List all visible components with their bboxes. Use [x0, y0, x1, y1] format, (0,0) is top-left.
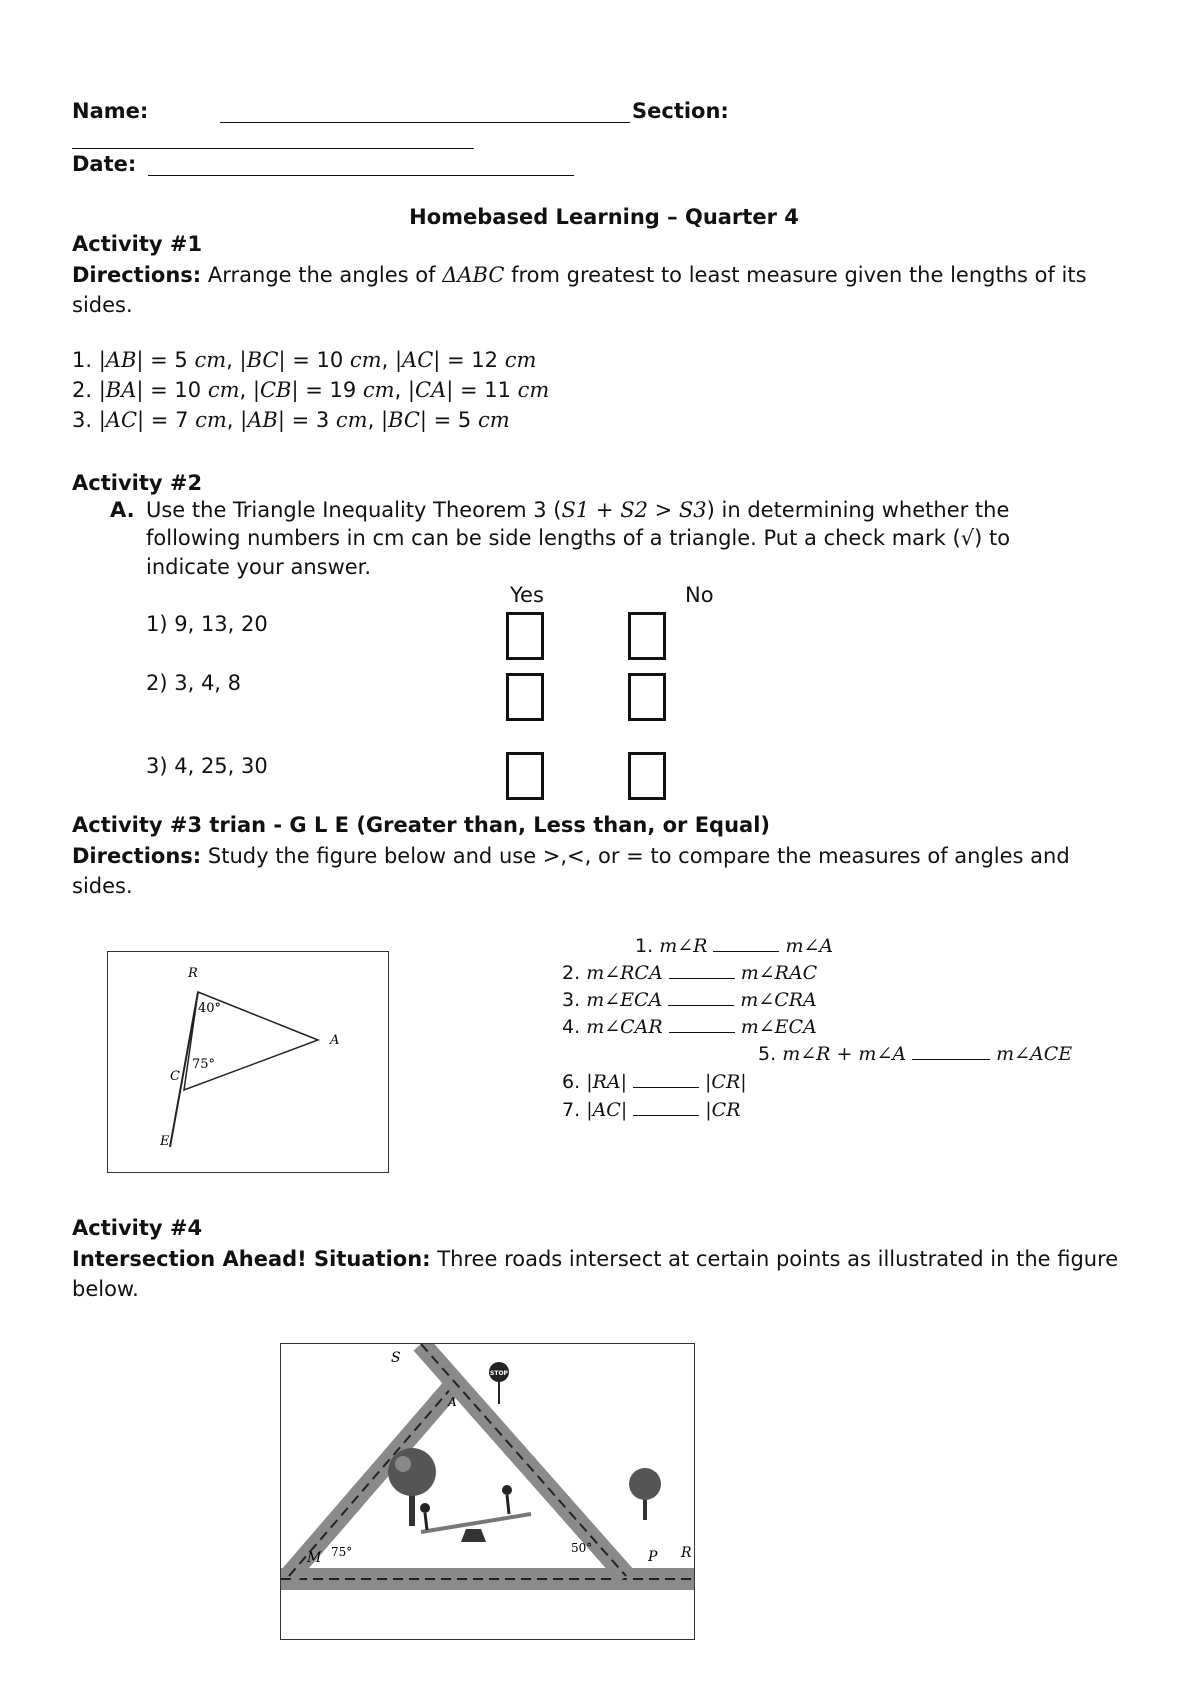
name-label: Name: [72, 99, 149, 123]
vertex-c: C [170, 1069, 180, 1084]
activity3-item: 3. m∠ECA m∠CRA [562, 989, 817, 1011]
activity1-directions: Directions: Arrange the angles of ΔABC from greatest to least measure given the lengths of its sides. [72, 263, 1087, 317]
date-label: Date: [72, 152, 137, 176]
name-blank[interactable] [220, 122, 630, 123]
activity4-situation: Intersection Ahead! Situation: Three roads intersect at certain points as illustrated in the figure below. [72, 1247, 1119, 1301]
activity2-text-line1: Use the Triangle Inequality Theorem 3 (S1 + S2 > S3) in determining whether the [146, 498, 1010, 522]
activity3-item: 6. |RA| |CR| [562, 1071, 747, 1093]
activity3-heading: Activity #3 trian - G L E (Greater than, Less than, or Equal) [72, 813, 771, 837]
activity3-directions: Directions: Study the figure below and use >,<, or = to compare the measures of angles and sides. [72, 844, 1070, 898]
no-column-label: No [685, 583, 714, 607]
roads-diagram [281, 1344, 694, 1639]
activity3-item: 4. m∠CAR m∠ECA [562, 1016, 817, 1038]
tree-icon [388, 1448, 436, 1496]
inequality-formula: S1 + S2 > S3 [561, 498, 707, 522]
vertex-a: A [330, 1033, 340, 1048]
activity2-heading: Activity #2 [72, 471, 203, 495]
stop-sign-text: STOP [490, 1370, 508, 1377]
answer-blank[interactable] [713, 951, 779, 952]
page-title: Homebased Learning – Quarter 4 [409, 205, 799, 229]
angle-c-label: 75° [192, 1057, 216, 1072]
activity2-text-line3: indicate your answer. [146, 555, 372, 579]
no-checkbox-2[interactable] [628, 673, 666, 721]
answer-blank[interactable] [669, 1032, 735, 1033]
activity4-situation-label: Intersection Ahead! Situation: [72, 1247, 431, 1271]
triangle-symbol: ΔABC [442, 263, 505, 287]
activity1-item: 1. |AB| = 5 cm, |BC| = 10 cm, |AC| = 12 cm [72, 348, 537, 372]
activity2-text-line2: following numbers in cm can be side lengths of a triangle. Put a check mark (√) to [146, 526, 1011, 550]
activity3-item: 5. m∠R + m∠A m∠ACE [758, 1043, 1073, 1065]
no-checkbox-3[interactable] [628, 752, 666, 800]
point-m: M [307, 1550, 322, 1566]
yes-column-label: Yes [510, 583, 544, 607]
answer-blank[interactable] [633, 1087, 699, 1088]
no-checkbox-1[interactable] [628, 612, 666, 660]
yes-checkbox-1[interactable] [506, 612, 544, 660]
intersection-figure [280, 1343, 695, 1640]
triangle-rac-diagram [108, 952, 388, 1172]
point-p: P [648, 1549, 658, 1565]
activity3-item: 1. m∠R m∠A [635, 935, 834, 957]
yes-checkbox-3[interactable] [506, 752, 544, 800]
section-label: Section: [632, 99, 729, 123]
child-icon-2 [502, 1485, 512, 1495]
date-blank[interactable] [148, 175, 574, 176]
activity1-item: 3. |AC| = 7 cm, |AB| = 3 cm, |BC| = 5 cm [72, 408, 510, 432]
activity4-heading: Activity #4 [72, 1216, 203, 1240]
angle-p-label: 50° [571, 1541, 593, 1555]
activity3-directions-label: Directions: [72, 844, 202, 868]
tree-icon-2 [629, 1468, 661, 1500]
yes-checkbox-2[interactable] [506, 673, 544, 721]
angle-r-label: 40° [198, 1001, 222, 1016]
activity3-item: 7. |AC| |CR [562, 1099, 741, 1121]
child-icon [420, 1503, 430, 1513]
angle-m-label: 75° [331, 1545, 353, 1559]
answer-blank[interactable] [668, 1005, 734, 1006]
activity2-item-3: 3) 4, 25, 30 [146, 754, 268, 778]
activity2-item-2: 2) 3, 4, 8 [146, 671, 242, 695]
point-a: A [448, 1395, 457, 1409]
answer-blank[interactable] [912, 1059, 990, 1060]
activity2-part-label: A. [110, 498, 135, 522]
activity2-item-1: 1) 9, 13, 20 [146, 612, 268, 636]
activity1-heading: Activity #1 [72, 232, 203, 256]
triangle-figure [107, 951, 389, 1173]
vertex-e: E [160, 1134, 170, 1149]
section-blank[interactable] [72, 148, 474, 149]
vertex-r: R [188, 966, 198, 981]
answer-blank[interactable] [633, 1115, 699, 1116]
activity3-item: 2. m∠RCA m∠RAC [562, 962, 818, 984]
activity1-item: 2. |BA| = 10 cm, |CB| = 19 cm, |CA| = 11 cm [72, 378, 550, 402]
point-r: R [681, 1545, 692, 1561]
answer-blank[interactable] [669, 978, 735, 979]
point-s: S [391, 1350, 401, 1366]
activity1-directions-label: Directions: [72, 263, 202, 287]
